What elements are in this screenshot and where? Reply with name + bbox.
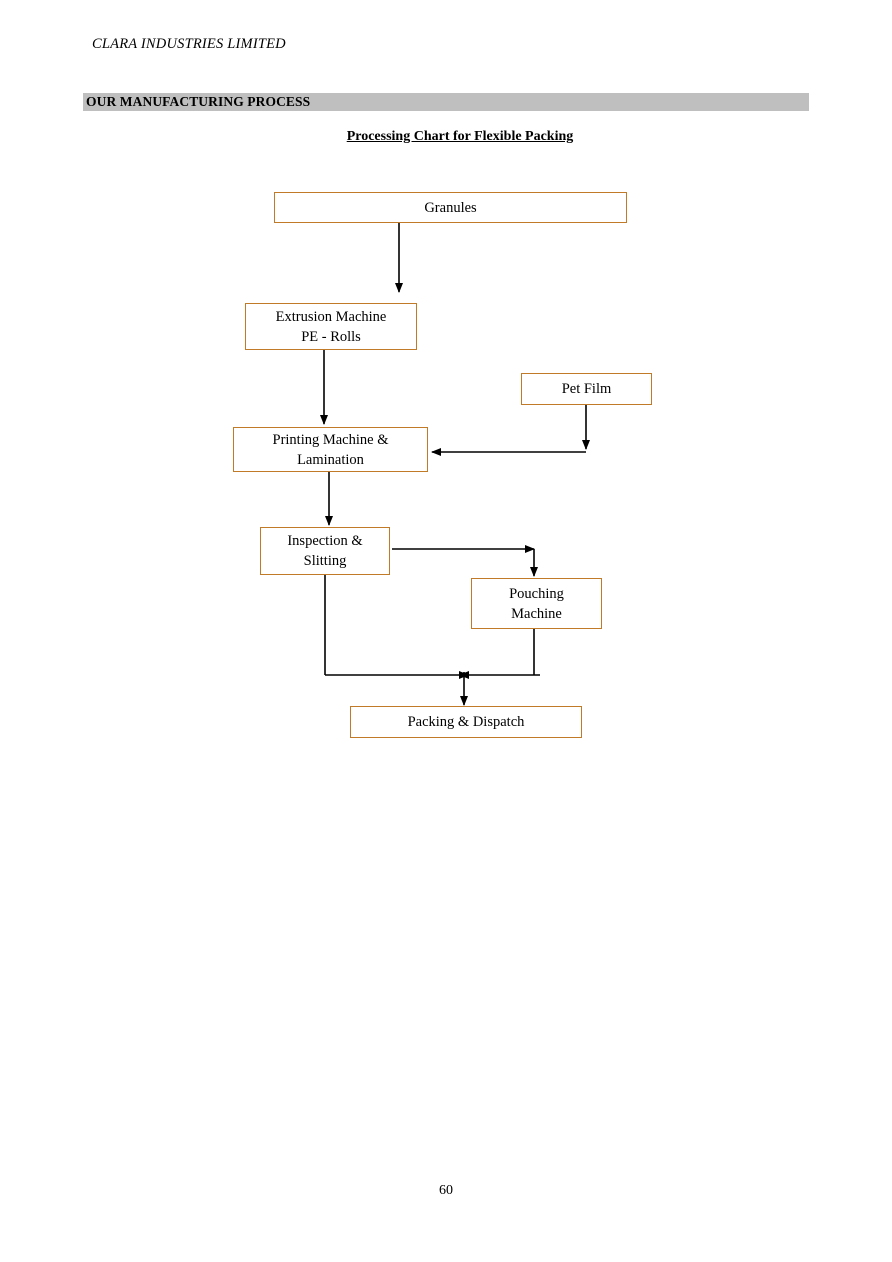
node-extrusion-line-1: Extrusion Machine [275, 308, 387, 325]
node-pouching-machine[interactable] [471, 578, 602, 629]
node-printing-lamination[interactable] [233, 427, 428, 472]
node-pouching-line-2: Machine [511, 605, 562, 622]
node-packing-dispatch[interactable] [350, 706, 582, 738]
node-pouching-line-1: Pouching [509, 585, 564, 602]
chart-title-text: Processing Chart for Flexible Packing [346, 129, 574, 144]
node-pet-film[interactable] [521, 373, 652, 405]
node-extrusion-line-2: PE - Rolls [301, 328, 361, 345]
section-heading-label: OUR MANUFACTURING PROCESS [86, 94, 311, 109]
page-number: 60 [439, 1183, 453, 1198]
node-packing-line-1: Packing & Dispatch [407, 714, 525, 730]
node-inspection-line-2: Slitting [303, 553, 347, 569]
node-pet-film-line-1: Pet Film [561, 381, 612, 397]
node-printing-line-1: Printing Machine & [272, 431, 389, 448]
node-extrusion-machine[interactable] [245, 303, 417, 350]
company-header: CLARA INDUSTRIES LIMITED [92, 36, 286, 52]
node-granules[interactable] [274, 192, 627, 223]
node-printing-line-2: Lamination [297, 451, 364, 468]
node-inspection-line-1: Inspection & [287, 533, 363, 549]
node-inspection-slitting[interactable] [260, 527, 390, 575]
node-granules-line-1: Granules [424, 199, 477, 216]
